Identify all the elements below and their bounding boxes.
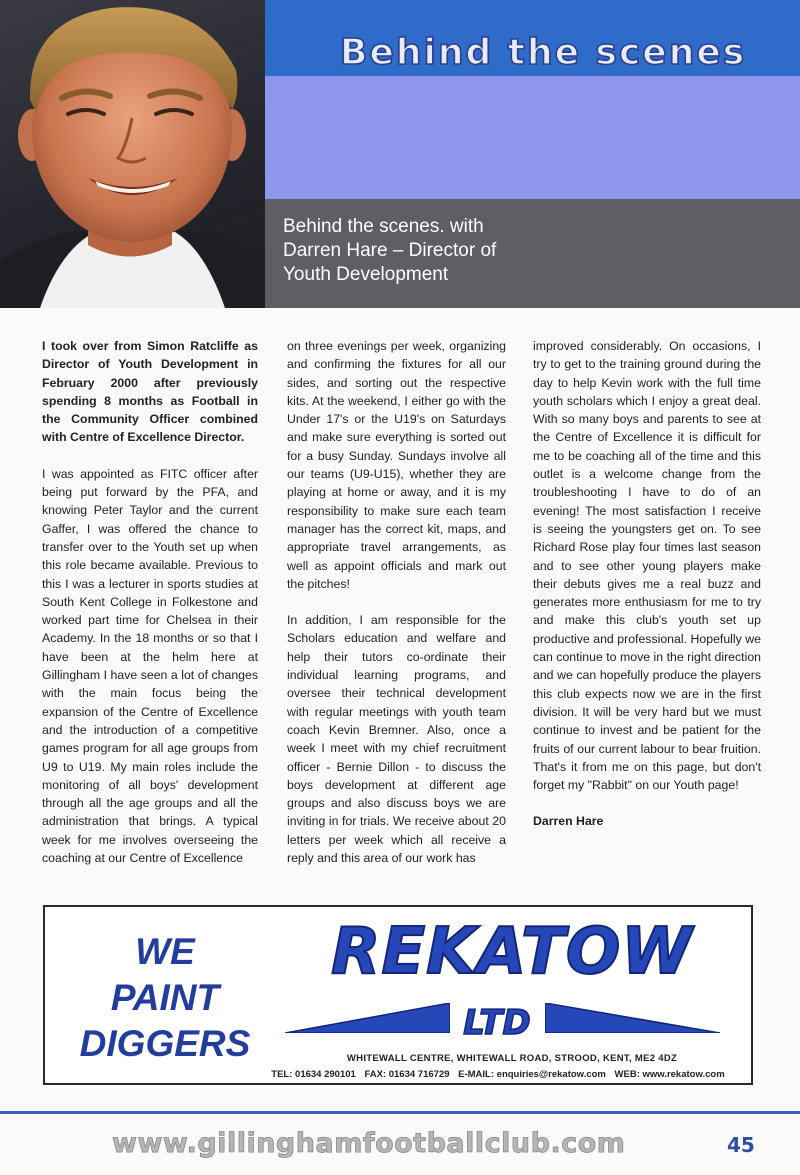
slogan-line: PAINT bbox=[110, 977, 220, 1018]
subtitle-line: Darren Hare – Director of bbox=[283, 240, 497, 261]
advert-tel: TEL: 01634 290101 bbox=[271, 1069, 356, 1080]
advert-address: WHITEWALL CENTRE, WHITEWALL ROAD, STROOD, KENT, ME2 4DZ bbox=[346, 1053, 678, 1064]
article-paragraph: improved considerably. On occasions, I try to get to the training ground during the day to help Kevin work with the full time youth scholars which I enjoy a great deal. With so many boys and parents to see at the Centre of Excellence it is difficult for me to be coaching all of the time and this outlet is a welcome change from the troubleshooting I have to do of an evening! The most satisfaction I receive is seeing the youngsters get on. To see Richard Rose play four times last season and to see other young players make their debuts gives me a real buzz and generates more enthusiasm for me to try and make this club's youth set up productive and professional. Hopefully we can continue to move in the right direction and we can hopefully produce the players this club expects now we are in the first division. It will be very hard but we must continue to invest and be patient for the fruits of our current labour to bear fruition. That's it from me on this page, but don't forget my "Rabbit" on our Youth page! bbox=[533, 339, 761, 793]
page-header bbox=[0, 0, 800, 308]
portrait-illustration bbox=[0, 0, 265, 308]
page-number: 45 bbox=[727, 1133, 755, 1157]
advert-brand-logo: REKATOW bbox=[331, 915, 693, 989]
page-title: Behind the scenes bbox=[340, 32, 747, 73]
article-signature: Darren Hare bbox=[533, 814, 604, 829]
footer-website-url: www.gillinghamfootballclub.com bbox=[112, 1128, 626, 1159]
rekatow-advert bbox=[43, 905, 753, 1085]
slogan-line: WE bbox=[135, 931, 195, 972]
advert-slogan bbox=[65, 929, 265, 1067]
advert-email: E-MAIL: enquiries@rekatow.com bbox=[458, 1069, 606, 1080]
article-paragraph: I was appointed as FITC officer after being put forward by the PFA, and knowing Peter Taylor and the current Gaffer, I was offered the chance to transfer over to the Youth set up when this role became available. Previous to this I was a lecturer in sports studies at South Kent College in Folkestone and worked part time for Chelsea in their Academy. In the 18 months or so that I have been at the helm here at Gillingham I have seen a lot of changes with the main focus being the expansion of the Centre of Excellence and the introduction of a competitive games program for all age groups from U9 to U19. My main roles include the monitoring of all boys' development through all the age groups and all the administration that brings. A typical week for me involves overseeing the coaching at our Centre of Excellence bbox=[42, 466, 258, 866]
logo-wedge-right-icon bbox=[545, 1003, 720, 1033]
logo-wedge-left-icon bbox=[285, 1003, 450, 1033]
article-subtitle bbox=[283, 215, 573, 287]
portrait-photo bbox=[0, 0, 265, 308]
subtitle-line: Youth Development bbox=[283, 264, 449, 285]
accent-band bbox=[265, 76, 800, 199]
article-column-2 bbox=[287, 337, 506, 867]
article-paragraph: on three evenings per week, organizing and confirming the fixtures for all our sides, and sorting out the respective kits. At the weekend, I either go with the Under 17's or the U19's on Saturdays and make sure everything is sorted out for a busy Sunday. Sundays involve all our teams (U9-U15), whether they are playing at home or away, and it is my responsibility to make sure each team manager has the correct kit, maps, and appropriate travel arrangements, as well as appoint officials and mark out the pitches! bbox=[287, 339, 506, 591]
article-intro: I took over from Simon Ratcliffe as Director of Youth Development in February 2000 after previously spending 8 months as Football in the Community Officer combined with Centre of Excellence Director. bbox=[42, 339, 258, 445]
advert-web: WEB: www.rekatow.com bbox=[614, 1069, 725, 1080]
article-column-1 bbox=[42, 337, 258, 867]
footer-divider bbox=[0, 1111, 800, 1114]
article-paragraph: In addition, I am responsible for the Scholars education and welfare and help their tutors co-ordinate their individual learning programs, and oversee their technical development with regular meetings with youth team coach Kevin Bremner. Also, once a week I meet with my chief recruitment officer - Bernie Dillon - to discuss the boys development at different age groups and also discuss boys we are inviting in for trials. We receive about 20 letters per week which all receive a reply and this area of our work has bbox=[287, 613, 506, 866]
article-column-3 bbox=[533, 337, 761, 831]
advert-contact-line bbox=[45, 1069, 751, 1080]
advert-brand-ltd: LTD bbox=[463, 1003, 531, 1043]
slogan-line: DIGGERS bbox=[79, 1023, 251, 1064]
advert-fax: FAX: 01634 716729 bbox=[364, 1069, 450, 1080]
subtitle-line: Behind the scenes. with bbox=[283, 216, 484, 237]
